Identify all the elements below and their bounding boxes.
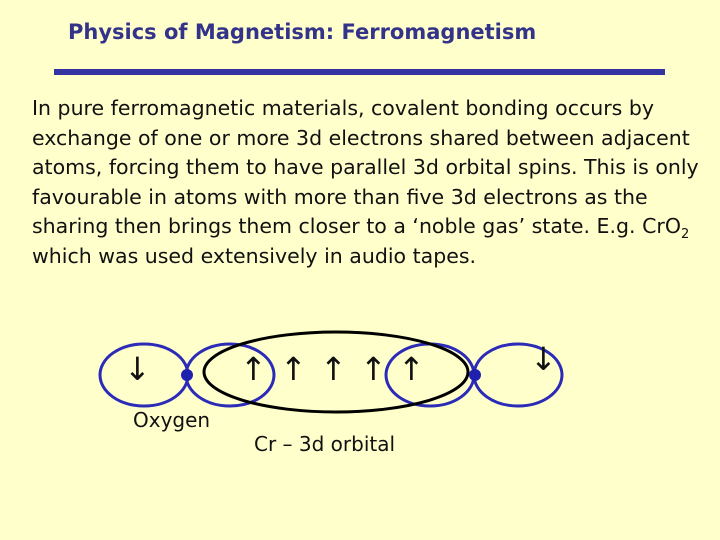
spin-up-arrow-3: ↑ (320, 350, 347, 388)
spin-up-arrow-4: ↑ (360, 350, 387, 388)
nucleus-dot-left (181, 369, 193, 381)
oxygen-label: Oxygen (133, 408, 211, 432)
paragraph-text-2: which was used extensively in audio tapes. (32, 243, 477, 268)
spin-down-arrow-left: ↓ (124, 350, 151, 388)
cr-orbital-label: Cr – 3d orbital (254, 432, 396, 456)
slide-title: Physics of Magnetism: Ferromagnetism (68, 20, 537, 44)
subscript-2: 2 (680, 227, 690, 243)
spin-up-arrow-1: ↑ (240, 350, 267, 388)
paragraph-text-1: In pure ferromagnetic materials, covalent bonding occurs by exchange of one or more 3d electrons shared between adjacent atoms, forcing them to have parallel 3d orbital spins. This is only favourable in atoms with more than five 3d electrons as the sharing then brings them closer to a ‘noble gas’ state. E.g. CrO (32, 96, 699, 238)
spin-up-arrow-2: ↑ (280, 350, 307, 388)
nucleus-dot-right (469, 369, 481, 381)
spin-down-arrow-right: ↓ (530, 340, 557, 378)
spin-up-arrow-5: ↑ (398, 350, 425, 388)
